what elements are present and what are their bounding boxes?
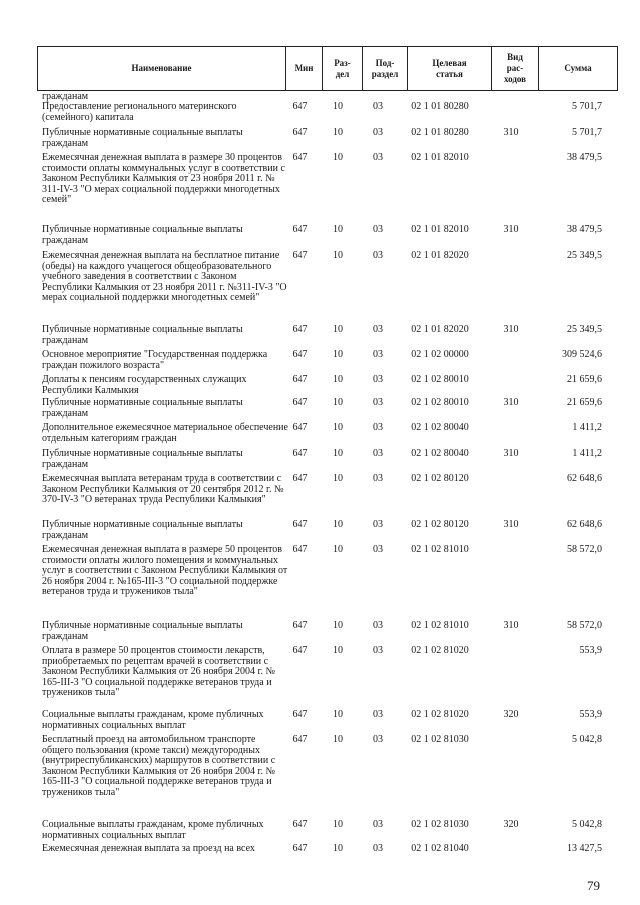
row-summa: 21 659,6 [567, 374, 602, 385]
row-celevaya: 02 1 02 80040 [411, 422, 469, 433]
row-name: Ежемесячная выплата ветеранам труда в соответствии с Законом Республики Калмыкия от 20 сентября 2012 г. № 370-IV-3 "О ветеранах труда Республики Калмыкия" [42, 473, 284, 505]
row-name: Публичные нормативные социальные выплаты гражданам [42, 397, 243, 419]
row-podrazdel: 03 [373, 250, 383, 261]
row-razdel: 10 [333, 324, 343, 335]
row-celevaya: 02 1 02 80040 [411, 448, 469, 459]
row-name: Основное мероприятие "Государственная поддержка граждан пожилого возраста" [42, 349, 268, 371]
table-header [37, 46, 618, 91]
row-podrazdel: 03 [373, 734, 383, 745]
row-summa: 38 479,5 [567, 152, 602, 163]
row-name: Публичные нормативные социальные выплаты гражданам [42, 324, 243, 346]
row-summa: 21 659,6 [567, 397, 602, 408]
row-vid: 310 [503, 397, 519, 408]
row-razdel: 10 [333, 101, 343, 112]
row-min: 647 [292, 324, 308, 335]
row-name: Ежемесячная денежная выплата в размере 50 процентов стоимости оплаты жилого помещения и коммунальных услуг в соответствии с Законом Республики Калмыкия от 26 ноября 2004 г. №165-III-3 "О социальной поддержке ветеранов труда и тружеников тыла" [42, 544, 288, 597]
row-razdel: 10 [333, 734, 343, 745]
row-razdel: 10 [333, 448, 343, 459]
row-celevaya: 02 1 01 82010 [411, 224, 469, 235]
row-min: 647 [292, 843, 308, 854]
row-podrazdel: 03 [373, 349, 383, 360]
row-podrazdel: 03 [373, 519, 383, 530]
row-podrazdel: 03 [373, 473, 383, 484]
row-podrazdel: 03 [373, 374, 383, 385]
row-summa: 13 427,5 [567, 843, 602, 854]
row-podrazdel: 03 [373, 448, 383, 459]
row-podrazdel: 03 [373, 397, 383, 408]
row-min: 647 [292, 397, 308, 408]
row-name: Публичные нормативные социальные выплаты гражданам [42, 620, 243, 642]
row-name: Предоставление регионального материнского (семейного) капитала [42, 101, 237, 123]
row-razdel: 10 [333, 152, 343, 163]
row-summa: 62 648,6 [567, 473, 602, 484]
row-podrazdel: 03 [373, 620, 383, 631]
row-podrazdel: 03 [373, 645, 383, 656]
row-min: 647 [292, 250, 308, 261]
row-razdel: 10 [333, 519, 343, 530]
header-podrazdel: Под- раздел [362, 47, 407, 90]
row-min: 647 [292, 224, 308, 235]
row-summa: 1 411,2 [572, 422, 602, 433]
row-min: 647 [292, 620, 308, 631]
row-name: Оплата в размере 50 процентов стоимости лекарств, приобретаемых по рецептам врачей в соответствии с Законом Республики Калмыкия от 26 ноября 2004 г. № 165-III-3 "О социальной поддержке ветеранов труда и тружеников тыла" [42, 645, 276, 698]
row-summa: 5 701,7 [572, 127, 602, 138]
row-razdel: 10 [333, 349, 343, 360]
row-razdel: 10 [333, 645, 343, 656]
row-razdel: 10 [333, 397, 343, 408]
row-name: Ежемесячная денежная выплата в размере 30 процентов стоимости оплаты коммунальных услуг в соответствии с Законом Республики Калмыкия от 23 ноября 2011 г. № 311-IV-3 "О мерах социальной поддержки многодетных семей" [42, 152, 285, 205]
row-min: 647 [292, 374, 308, 385]
header-min: Мин [285, 47, 322, 90]
page-number: 79 [587, 878, 600, 893]
row-vid: 310 [503, 448, 519, 459]
header-name: Наименование [131, 63, 192, 73]
row-summa: 62 648,6 [567, 519, 602, 530]
row-vid: 310 [503, 224, 519, 235]
row-vid: 310 [503, 519, 519, 530]
row-name: Публичные нормативные социальные выплаты гражданам [42, 224, 243, 246]
row-razdel: 10 [333, 422, 343, 433]
row-podrazdel: 03 [373, 819, 383, 830]
row-name: Социальные выплаты гражданам, кроме публичных нормативных социальных выплат [42, 819, 264, 841]
row-celevaya: 02 1 01 82020 [411, 250, 469, 261]
row-name: Ежемесячная денежная выплата на бесплатное питание (обеды) на каждого учащегося общеобразовательного учебного заведения в соответствии с Законом Республики Калмыкия от 23 ноября 2011 г. №311-IV-3 "О мерах социальной поддержки многодетных семей" [42, 250, 287, 303]
row-razdel: 10 [333, 544, 343, 555]
row-min: 647 [292, 127, 308, 138]
row-min: 647 [292, 734, 308, 745]
row-celevaya: 02 1 02 81020 [411, 645, 469, 656]
row-celevaya: 02 1 02 80120 [411, 519, 469, 530]
row-min: 647 [292, 819, 308, 830]
row-min: 647 [292, 645, 308, 656]
row-celevaya: 02 1 02 81030 [411, 819, 469, 830]
row-razdel: 10 [333, 224, 343, 235]
row-summa: 5 042,8 [572, 734, 602, 745]
row-min: 647 [292, 349, 308, 360]
row-name: Социальные выплаты гражданам, кроме публичных нормативных социальных выплат [42, 709, 264, 731]
row-podrazdel: 03 [373, 709, 383, 720]
row-podrazdel: 03 [373, 101, 383, 112]
row-summa: 553,9 [579, 709, 602, 720]
row-razdel: 10 [333, 843, 343, 854]
row-summa: 25 349,5 [567, 250, 602, 261]
row-razdel: 10 [333, 620, 343, 631]
row-min: 647 [292, 519, 308, 530]
row-min: 647 [292, 422, 308, 433]
row-razdel: 10 [333, 250, 343, 261]
row-celevaya: 02 1 02 81030 [411, 734, 469, 745]
row-min: 647 [292, 473, 308, 484]
row-celevaya: 02 1 02 81040 [411, 843, 469, 854]
row-podrazdel: 03 [373, 152, 383, 163]
row-celevaya: 02 1 01 82020 [411, 324, 469, 335]
row-celevaya: 02 1 01 82010 [411, 152, 469, 163]
row-name: Дополнительное ежемесячное материальное обеспечение отдельным категориям граждан [42, 422, 288, 444]
row-vid: 320 [503, 819, 519, 830]
row-podrazdel: 03 [373, 422, 383, 433]
row-podrazdel: 03 [373, 843, 383, 854]
row-summa: 5 701,7 [572, 101, 602, 112]
row-razdel: 10 [333, 709, 343, 720]
row-celevaya: 02 1 02 00000 [411, 349, 469, 360]
row-name: Публичные нормативные социальные выплаты гражданам [42, 127, 243, 149]
row-vid: 310 [503, 620, 519, 631]
row-summa: 5 042,8 [572, 819, 602, 830]
row-razdel: 10 [333, 374, 343, 385]
row-name: Бесплатный проезд на автомобильном транспорте общего пользования (кроме такси) междугородных (внутриреспубликанских) маршрутов в соответствии с Законом Республики Калмыкия от 26 ноября 2004 г. № 165-III-3 "О социальной поддержке ветеранов труда и тружеников тыла" [42, 734, 276, 798]
row-celevaya: 02 1 02 80010 [411, 374, 469, 385]
row-celevaya: 02 1 02 81020 [411, 709, 469, 720]
row-celevaya: 02 1 01 80280 [411, 101, 469, 112]
row-summa: 58 572,0 [567, 620, 602, 631]
row-summa: 553,9 [579, 645, 602, 656]
row-summa: 58 572,0 [567, 544, 602, 555]
header-summa: Сумма [538, 47, 617, 90]
row-min: 647 [292, 448, 308, 459]
row-name: гражданам [42, 91, 89, 102]
row-celevaya: 02 1 02 81010 [411, 620, 469, 631]
row-vid: 310 [503, 127, 519, 138]
row-min: 647 [292, 101, 308, 112]
row-name: Публичные нормативные социальные выплаты гражданам [42, 448, 243, 470]
row-celevaya: 02 1 01 80280 [411, 127, 469, 138]
row-vid: 310 [503, 324, 519, 335]
row-razdel: 10 [333, 473, 343, 484]
row-vid: 320 [503, 709, 519, 720]
header-razdel: Раз- дел [322, 47, 362, 90]
row-podrazdel: 03 [373, 544, 383, 555]
row-razdel: 10 [333, 127, 343, 138]
row-celevaya: 02 1 02 81010 [411, 544, 469, 555]
row-min: 647 [292, 544, 308, 555]
row-podrazdel: 03 [373, 324, 383, 335]
row-summa: 309 524,6 [562, 349, 602, 360]
row-name: Доплаты к пенсиям государственных служащих Республики Калмыкия [42, 374, 247, 396]
row-summa: 25 349,5 [567, 324, 602, 335]
row-podrazdel: 03 [373, 224, 383, 235]
row-summa: 1 411,2 [572, 448, 602, 459]
header-vid: Вид рас- ходов [491, 47, 538, 90]
row-name: Ежемесячная денежная выплата за проезд на всех [42, 843, 255, 854]
row-razdel: 10 [333, 819, 343, 830]
row-min: 647 [292, 152, 308, 163]
row-celevaya: 02 1 02 80120 [411, 473, 469, 484]
row-podrazdel: 03 [373, 127, 383, 138]
row-summa: 38 479,5 [567, 224, 602, 235]
row-min: 647 [292, 709, 308, 720]
header-celevaya: Целевая статья [407, 47, 491, 90]
row-celevaya: 02 1 02 80010 [411, 397, 469, 408]
row-name: Публичные нормативные социальные выплаты гражданам [42, 519, 243, 541]
